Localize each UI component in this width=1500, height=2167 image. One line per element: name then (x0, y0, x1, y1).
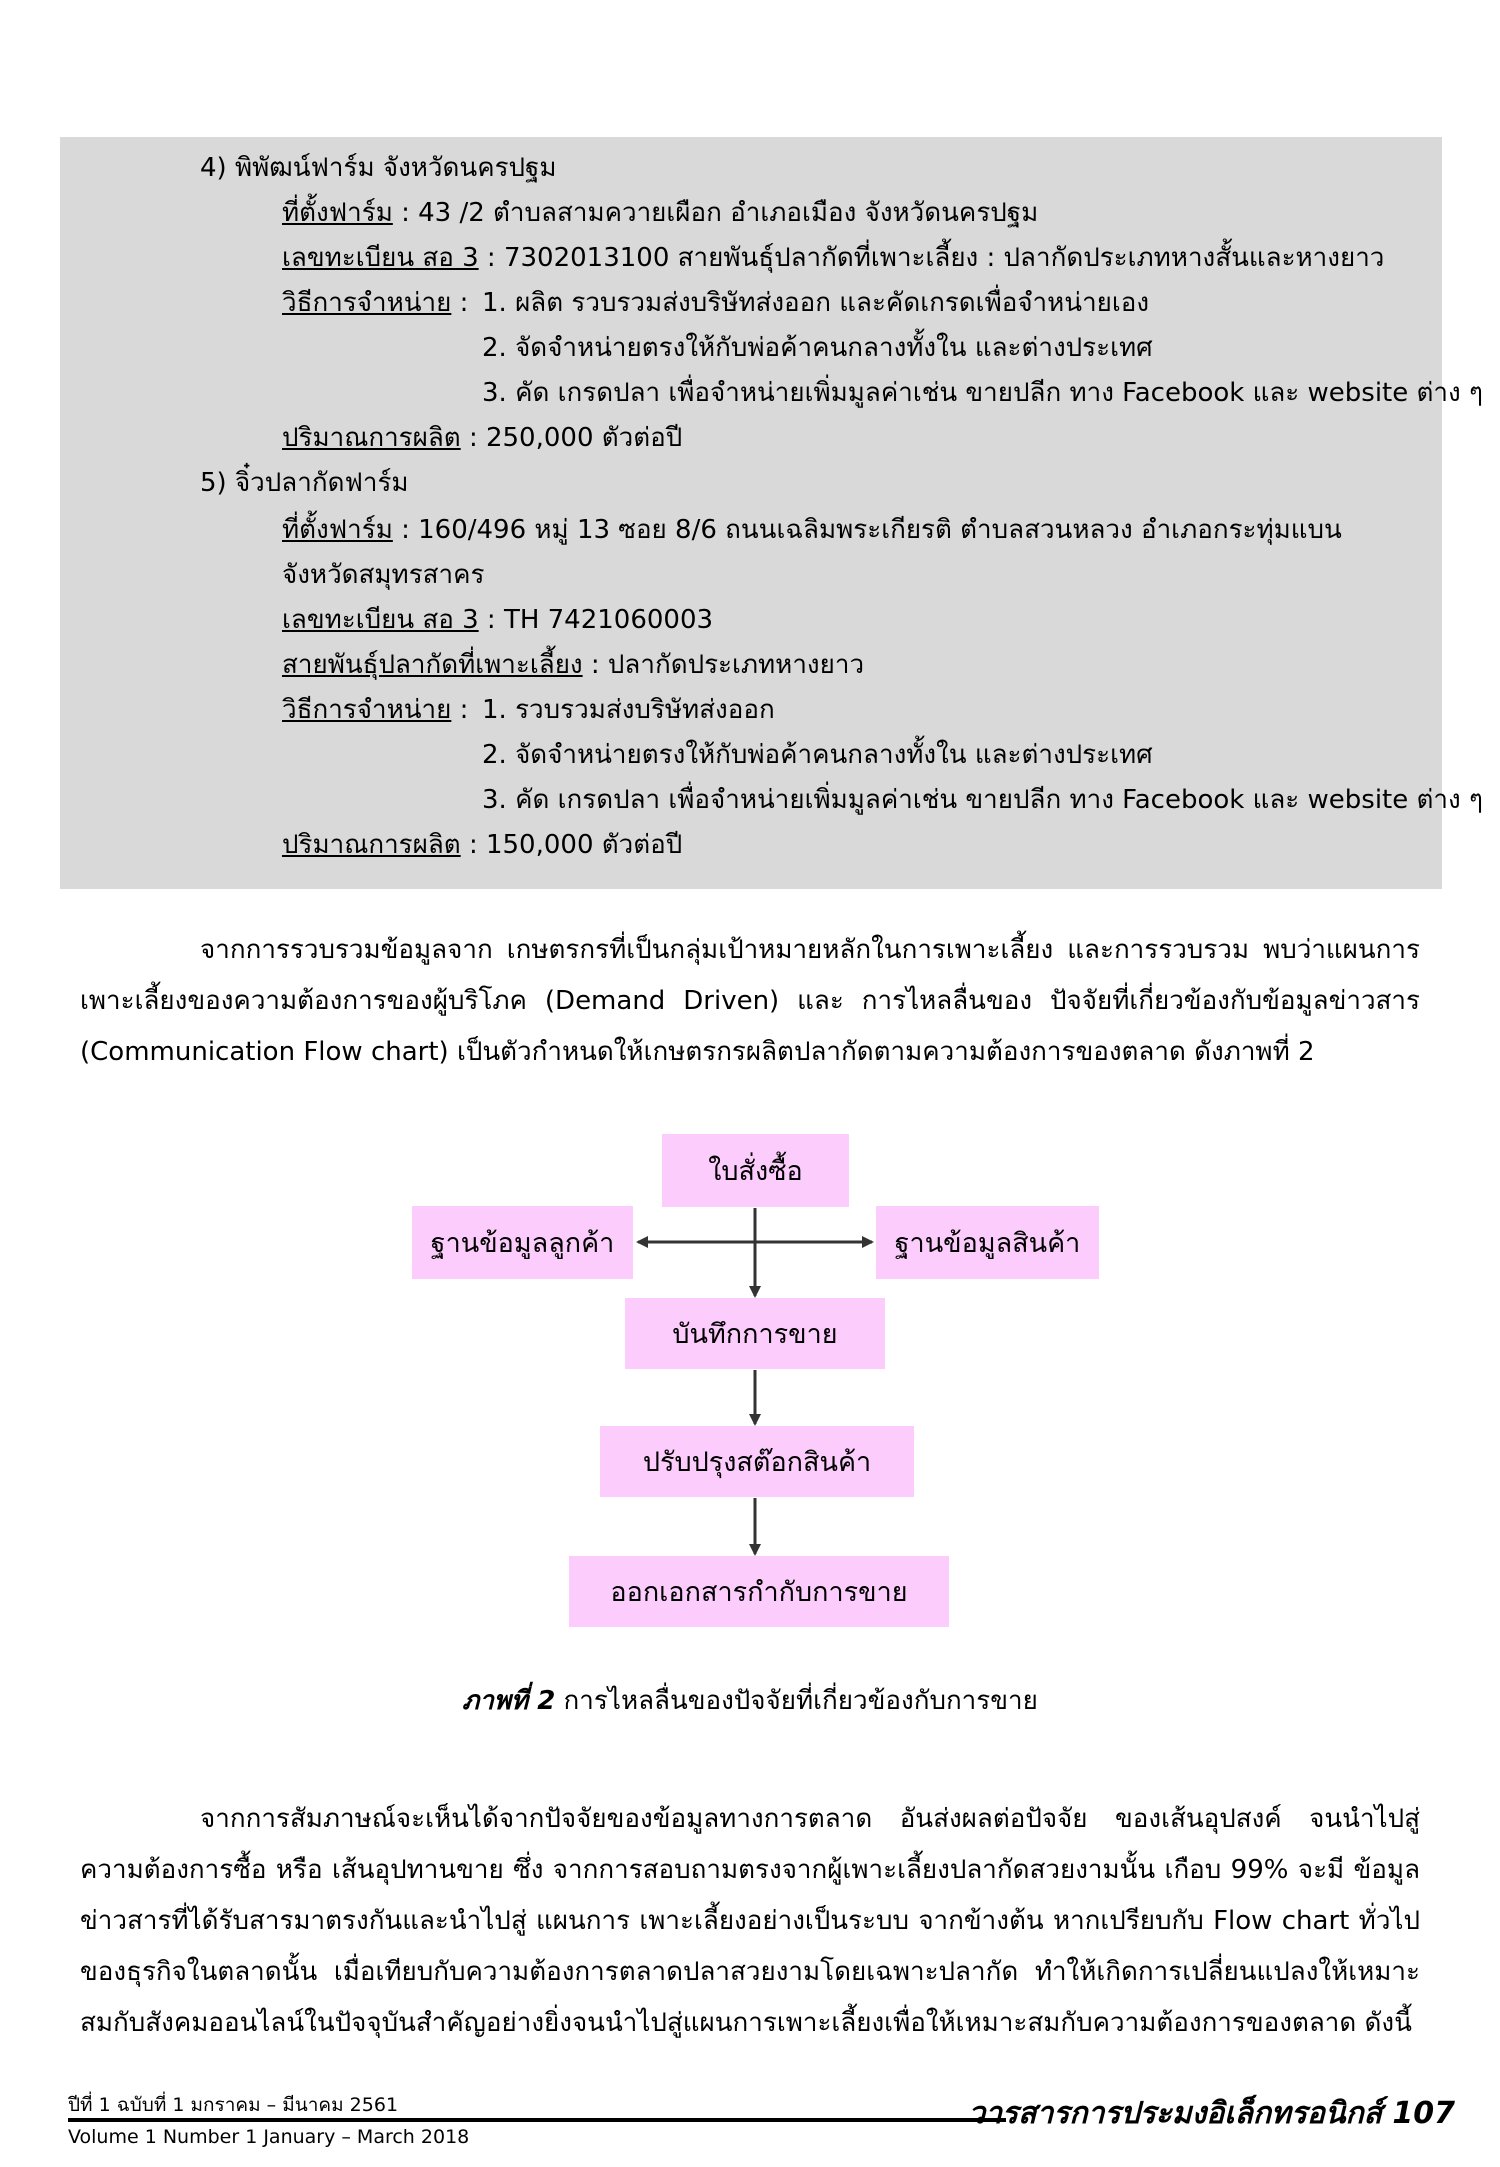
flow-box-customer-db: ฐานข้อมูลลูกค้า (412, 1206, 633, 1279)
paragraph-interview (80, 1794, 1420, 2049)
farm5-reg-value: : TH 7421060003 (478, 605, 714, 635)
farm4-sales-item-3: 3. คัด เกรดปลา เพื่อจำหน่ายเพิ่มมูลค่าเช่น ขายปลีก ทาง Facebook และ website ต่าง ๆ (482, 378, 1483, 408)
footer-journal-page: วารสารการประมงอิเล็กทรอนิกส์ 107 (968, 2096, 1455, 2131)
farm5-reg-label: เลขทะเบียน สอ 3 (282, 605, 479, 635)
farm4-reg-value: : 7302013100 สายพันธุ์ปลากัดที่เพาะเลี้ยง : ปลากัดประเภทหางสั้นและหางยาว (478, 243, 1385, 273)
farm5-breed-value: : ปลากัดประเภทหางยาว (582, 650, 865, 680)
farm5-sales-label: วิธีการจำหน่าย (282, 695, 452, 725)
farm4-volume-value: : 250,000 ตัวต่อปี (460, 423, 683, 453)
farm5-sales-item-2: 2. จัดจำหน่ายตรงให้กับพ่อค้าคนกลางทั้งใน และต่างประเทศ (482, 740, 1153, 770)
footer-issue-th: ปีที่ 1 ฉบับที่ 1 มกราคม – มีนาคม 2561 (68, 2094, 399, 2116)
flow-box-invoice: ออกเอกสารกำกับการขาย (569, 1556, 949, 1627)
farm5-title: 5) จิ๋วปลากัดฟาร์ม (200, 468, 409, 498)
farm4-reg-label: เลขทะเบียน สอ 3 (282, 243, 479, 273)
farm4-sales-label: วิธีการจำหน่าย (282, 288, 452, 318)
paragraph-demand-driven-text: จากการรวบรวมข้อมูลจาก เกษตรกรที่เป็นกลุ่มเป้าหมายหลักในการเพาะเลี้ยง และการรวบรวม พบว่าแผนการเพาะเลี้ยงของความต้องการของผู้บริโภค (Demand Driven) และ การไหลลื่นของ ปัจจัยที่เกี่ยวข้องกับข้อมูลข่าวสาร (Communication Flow chart) เป็นตัวกำหนดให้เกษตรกรผลิตปลากัดตามความต้องการของตลาด ดังภาพที่ 2 (80, 935, 1420, 1067)
farm4-sales-item-2: 2. จัดจำหน่ายตรงให้กับพ่อค้าคนกลางทั้งใน และต่างประเทศ (482, 333, 1153, 363)
flow-box-stock-update: ปรับปรุงสต๊อกสินค้า (600, 1426, 914, 1497)
farm5-breed-label: สายพันธุ์ปลากัดที่เพาะเลี้ยง (282, 650, 583, 680)
farm4-sales-colon: : (451, 288, 469, 318)
farm5-location-cont: จังหวัดสมุทรสาคร (282, 560, 485, 590)
farm4-sales-item-1: 1. ผลิต รวบรวมส่งบริษัทส่งออก และคัดเกรดเพื่อจำหน่ายเอง (482, 288, 1150, 318)
farm5-location-label: ที่ตั้งฟาร์ม (282, 515, 393, 545)
flow-box-sales-record: บันทึกการขาย (625, 1298, 885, 1369)
farm4-title: 4) พิพัฒน์ฟาร์ม จังหวัดนครปฐม (200, 153, 557, 183)
farm5-volume-value: : 150,000 ตัวต่อปี (460, 830, 683, 860)
caption-label: ภาพที่ 2 (462, 1686, 556, 1716)
footer-rule (68, 2118, 1006, 2122)
farm4-volume-label: ปริมาณการผลิต (282, 423, 461, 453)
farm5-sales-item-3: 3. คัด เกรดปลา เพื่อจำหน่ายเพิ่มมูลค่าเช่น ขายปลีก ทาง Facebook และ website ต่าง ๆ (482, 785, 1483, 815)
flow-box-product-db: ฐานข้อมูลสินค้า (876, 1206, 1099, 1279)
farm5-sales-colon: : (451, 695, 469, 725)
caption-text: การไหลลื่นของปัจจัยที่เกี่ยวข้องกับการขาย (555, 1686, 1038, 1716)
farm5-volume-label: ปริมาณการผลิต (282, 830, 461, 860)
farm5-sales-item-1: 1. รวบรวมส่งบริษัทส่งออก (482, 695, 775, 725)
flow-box-order: ใบสั่งซื้อ (662, 1134, 849, 1207)
footer-issue-en: Volume 1 Number 1 January – March 2018 (68, 2126, 470, 2148)
farm4-location-label: ที่ตั้งฟาร์ม (282, 198, 393, 228)
paragraph-interview-text: จากการสัมภาษณ์จะเห็นได้จากปัจจัยของข้อมูลทางการตลาด อันส่งผลต่อปัจจัย ของเส้นอุปสงค์ จนนำไปสู่ ความต้องการซื้อ หรือ เส้นอุปทานขาย ซึ่ง จากการสอบถามตรงจากผู้เพาะเลี้ยงปลากัดสวยงามนั้น เกือบ 99% จะมี ข้อมูลข่าวสารที่ได้รับสารมาตรงกันและนำไปสู่ แผนการ เพาะเลี้ยงอย่างเป็นระบบ จากข้างต้น หากเปรียบกับ Flow chart ทั่วไปของธุรกิจในตลาดนั้น เมื่อเทียบกับความต้องการตลาดปลาสวยงามโดยเฉพาะปลากัด ทำให้เกิดการเปลี่ยนแปลงให้เหมาะสมกับสังคมออนไลน์ในปัจจุบันสำคัญอย่างยิ่งจนนำไปสู่แผนการเพาะเลี้ยงเพื่อให้เหมาะสมกับความต้องการของตลาด ดังนี้ (80, 1804, 1420, 2038)
farm5-location-value: : 160/496 หมู่ 13 ซอย 8/6 ถนนเฉลิมพระเกียรติ ตำบลสวนหลวง อำเภอกระทุ่มแบน (392, 515, 1342, 545)
farm4-location-value: : 43 /2 ตำบลสามควายเผือก อำเภอเมือง จังหวัดนครปฐม (392, 198, 1039, 228)
figure-caption (0, 1680, 1500, 1721)
